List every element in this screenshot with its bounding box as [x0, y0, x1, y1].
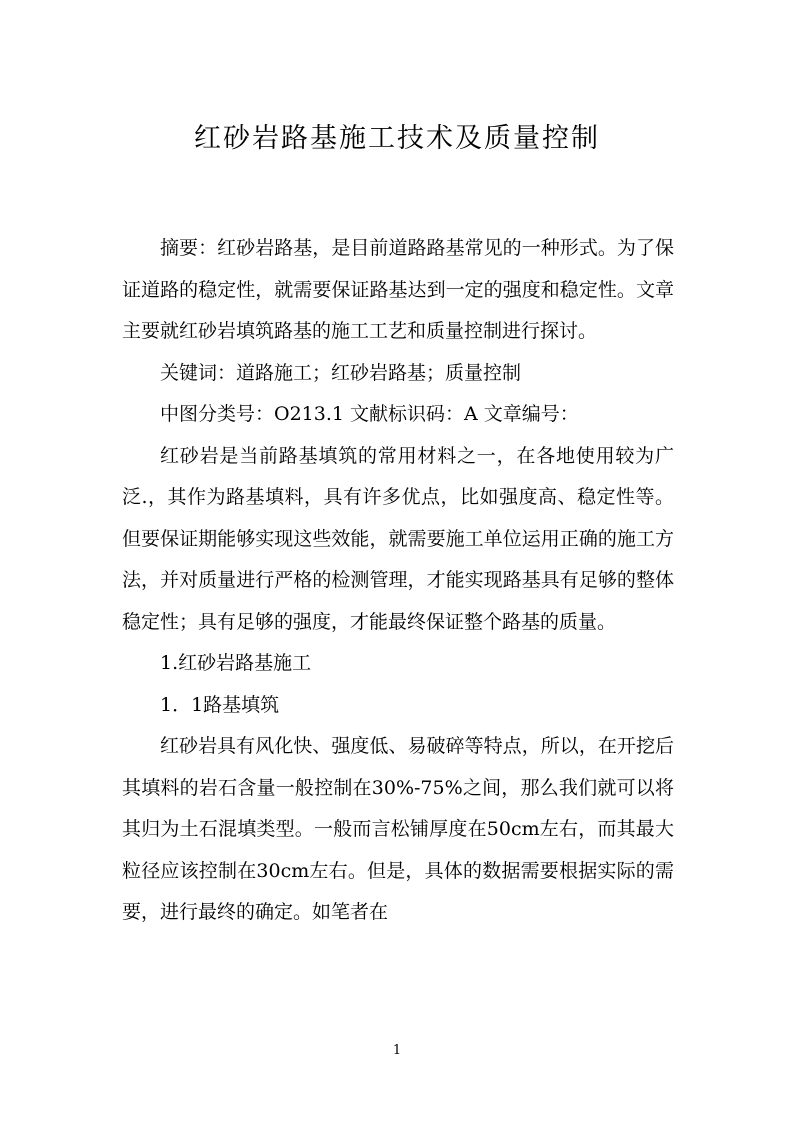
document-title: 红砂岩路基施工技术及质量控制 — [194, 123, 600, 155]
abstract-paragraph: 摘要：红砂岩路基，是目前道路路基常见的一种形式。为了保证道路的稳定性，就需要保证路基达到一定的强度和稳定性。文章主要就红砂岩填筑路基的施工工艺和质量控制进行探讨。 — [122, 237, 674, 342]
page-number: 1 — [392, 1043, 402, 1058]
intro-paragraph: 红砂岩是当前路基填筑的常用材料之一，在各地使用较为广泛.，其作为路基填料，具有许多优点，比如强度高、稳定性等。但要保证期能够实现这些效能，就需要施工单位运用正确的施工方法，并对质量进行严格的检测管理，才能实现路基具有足够的整体稳定性；具有足够的强度，才能最终保证整个路基的质量。 — [122, 444, 674, 633]
classification-paragraph: 中图分类号：O213.1 文献标识码：A 文章编号： — [160, 403, 579, 425]
keywords-paragraph: 关键词：道路施工；红砂岩路基；质量控制 — [160, 361, 522, 384]
body-paragraph: 红砂岩具有风化快、强度低、易破碎等特点，所以，在开挖后其填料的岩石含量一般控制在30%-75%之间，那么我们就可以将其归为土石混填类型。一般而言松铺厚度在50cm左右，而其最大粒径应该控制在30cm左右。但是，具体的数据需要根据实际的需要，进行最终的确定。如笔者在 — [122, 735, 674, 923]
section-heading: 1.红砂岩路基施工 — [160, 652, 312, 674]
document-body — [122, 228, 674, 934]
subsection-heading: 1．1路基填筑 — [160, 693, 280, 716]
